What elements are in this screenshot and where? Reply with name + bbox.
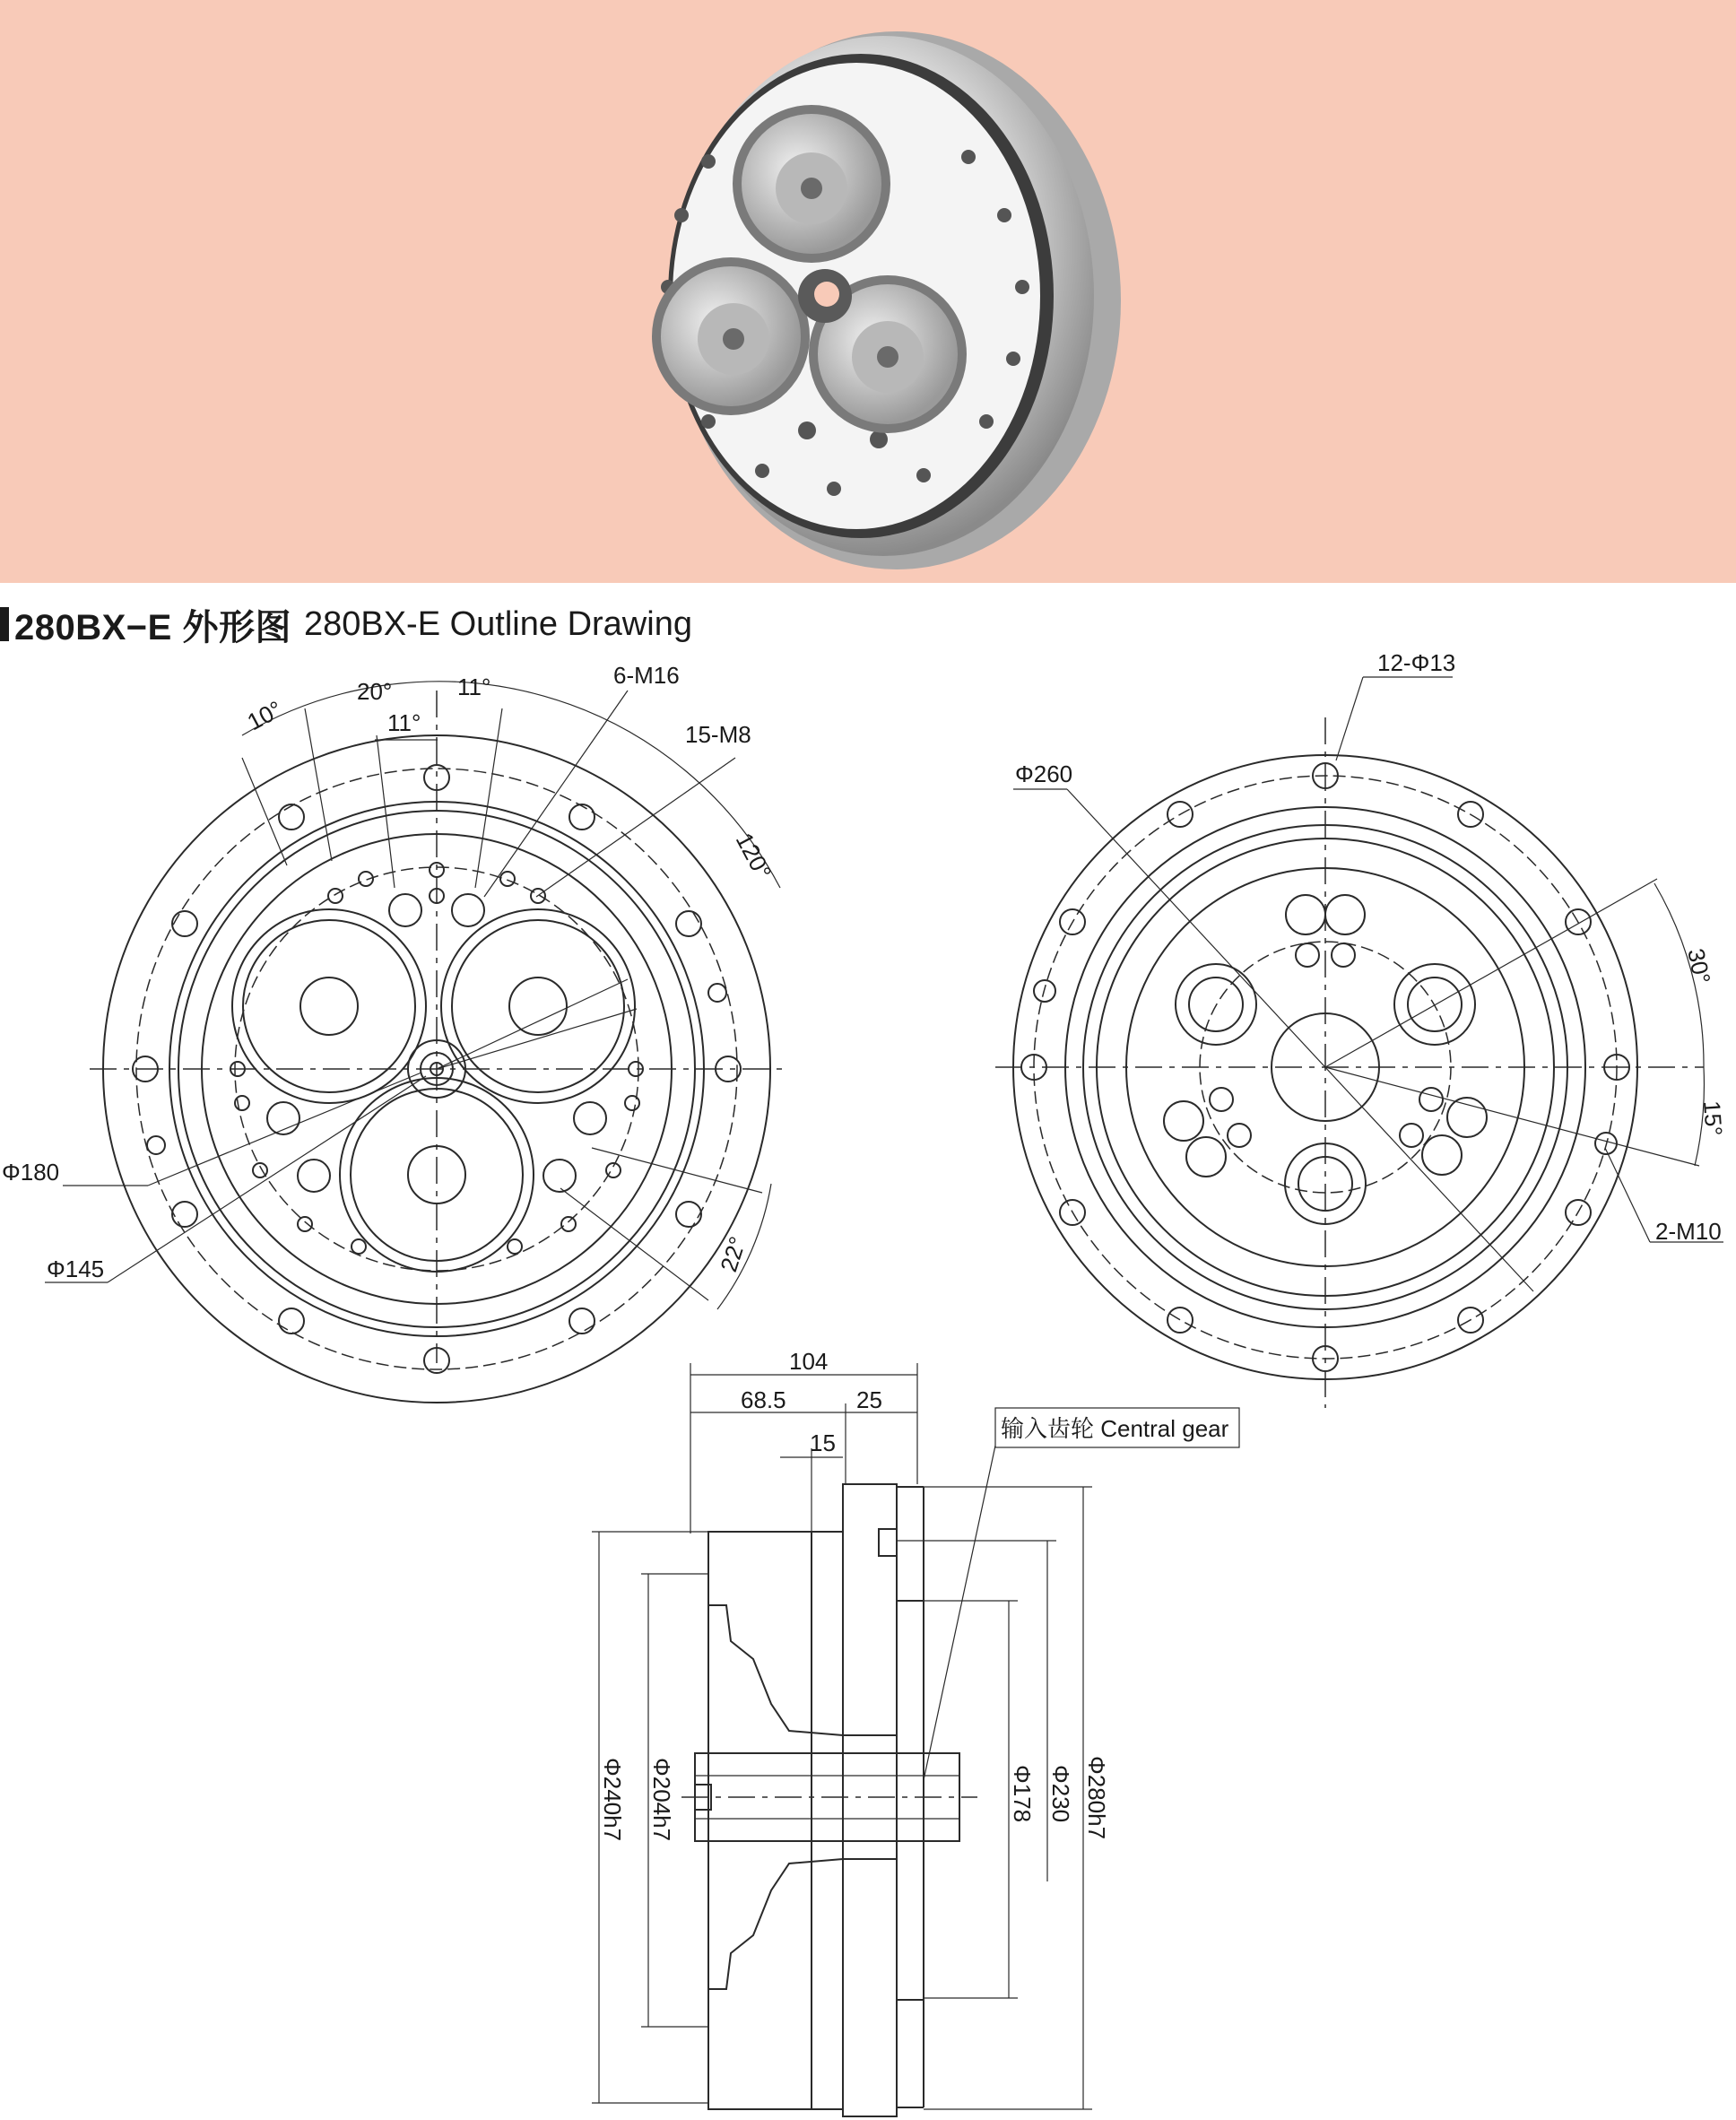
label-dia-230: Φ230 bbox=[1047, 1765, 1074, 1823]
label-dia-280h7: Φ280h7 bbox=[1083, 1756, 1110, 1840]
title-cn: 280BX−E 外形图 bbox=[14, 607, 291, 647]
rear-view bbox=[995, 677, 1723, 1408]
label-2-m10: 2-M10 bbox=[1655, 1218, 1722, 1245]
label-dia-204h7: Φ204h7 bbox=[648, 1758, 675, 1842]
front-view bbox=[45, 682, 789, 1403]
label-len-15: 15 bbox=[810, 1429, 836, 1456]
label-15-m8: 15-M8 bbox=[685, 721, 751, 748]
label-len-68-5: 68.5 bbox=[741, 1386, 786, 1413]
gear-top bbox=[733, 105, 890, 263]
label-dia-178: Φ178 bbox=[1009, 1765, 1036, 1823]
rear-labels bbox=[1015, 649, 1728, 1245]
label-len-104: 104 bbox=[789, 1348, 829, 1375]
side-labels bbox=[599, 1348, 1229, 1841]
label-dia-180: Φ180 bbox=[2, 1159, 60, 1186]
label-angle-30: 30° bbox=[1682, 946, 1716, 986]
label-6-m16: 6-M16 bbox=[613, 662, 680, 689]
title-en: 280BX-E Outline Drawing bbox=[303, 604, 692, 643]
label-angle-120: 120° bbox=[730, 828, 777, 884]
label-angle-15: 15° bbox=[1698, 1099, 1728, 1137]
label-angle-11-inner: 11° bbox=[387, 709, 421, 736]
product-photo bbox=[0, 0, 1736, 583]
label-12-dia-13: 12-Φ13 bbox=[1377, 649, 1456, 676]
product-banner bbox=[0, 0, 1736, 583]
label-angle-22: 22° bbox=[715, 1233, 751, 1275]
label-angle-11-top: 11° bbox=[457, 673, 491, 700]
label-dia-260: Φ260 bbox=[1015, 760, 1073, 787]
label-angle-10: 10° bbox=[242, 695, 287, 736]
label-dia-145: Φ145 bbox=[47, 1255, 105, 1282]
label-dia-240h7: Φ240h7 bbox=[599, 1758, 626, 1842]
label-central-gear: 输入齿轮 Central gear bbox=[1001, 1415, 1229, 1442]
outline-drawing bbox=[0, 628, 1736, 2120]
gear-left bbox=[652, 257, 810, 415]
label-angle-20: 20° bbox=[357, 678, 393, 705]
label-len-25: 25 bbox=[856, 1386, 882, 1413]
side-view bbox=[592, 1363, 1239, 2116]
